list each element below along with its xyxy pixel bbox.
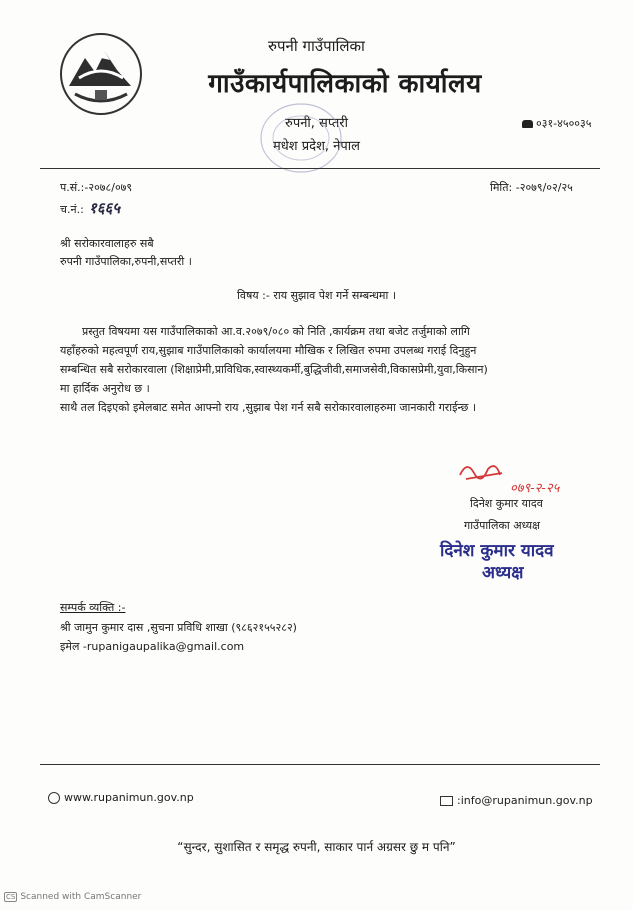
- address-line-1: रुपनी, सप्तरी: [285, 116, 348, 131]
- globe-icon: [48, 792, 60, 804]
- footer-divider: [40, 764, 600, 765]
- camscanner-logo: CS: [6, 893, 16, 901]
- contact-person: श्री जामुन कुमार दास ,सुचना प्रविधि शाखा (९८६२१५५२८२): [60, 621, 297, 634]
- body-paragraph: [60, 322, 585, 417]
- scanner-watermark: [4, 892, 141, 902]
- email-prefix: :: [457, 794, 461, 807]
- subject-line: विषय :- राय सुझाव पेश गर्ने सम्बन्धमा ।: [236, 289, 397, 302]
- website-text: www.rupanimun.gov.np: [64, 791, 194, 804]
- office-title: गाउँकार्यपालिकाको कार्यालय: [208, 69, 482, 99]
- signature-date: ०७९-२-२५: [510, 481, 560, 496]
- dispatch-value: १६६५: [88, 199, 121, 217]
- body-line-2: यहाँहरुको महत्वपूर्ण राय,सुझाब गाउँपालिकाको कार्यालयमा मौखिक र लिखित रुपमा उपलब्ध गराई दिनुहुन: [60, 344, 477, 357]
- recipient-line-2: रुपनी गाउँपालिका,रुपनी,सप्तरी ।: [60, 255, 192, 268]
- phone-number: ०३१-४५००३५: [536, 117, 592, 130]
- body-line-4: मा हार्दिक अनुरोध छ ।: [60, 382, 150, 395]
- stamp-name: दिनेश कुमार यादव: [440, 541, 554, 561]
- email-text: info@rupanimun.gov.np: [460, 794, 593, 807]
- footer-slogan: “सुन्दर, सुशासित र समृद्ध रुपनी, साकार पार्न अग्रसर छु म पनि”: [177, 840, 456, 854]
- scanner-label: Scanned with CamScanner: [20, 892, 142, 902]
- header-divider: [40, 168, 600, 169]
- contact-heading: सम्पर्क व्यक्ति :-: [60, 601, 126, 614]
- reference-number: प.सं.:-२०७८/०७९: [60, 181, 133, 194]
- body-line-1: प्रस्तुत विषयमा यस गाउँपालिकाको आ.व.२०७९/०८० को निति ,कार्यक्रम तथा बजेट तर्जुमाको लागि: [82, 325, 470, 338]
- stamp-title: अध्यक्ष: [482, 563, 524, 583]
- body-line-5: साथै तल दिइएको इमेलबाट समेत आफ्नो राय ,सुझाब पेश गर्न सबै सरोकारवालाहरुमा जानकारी गराईन्छ ।: [60, 401, 477, 414]
- recipient-line-1: श्री सरोकारवालाहरु सबै: [60, 237, 154, 250]
- dispatch-number: [60, 198, 120, 218]
- mail-icon: [440, 796, 453, 806]
- municipality-name: रुपनी गाउँपालिका: [268, 37, 365, 55]
- office-stamp: [256, 98, 346, 178]
- contact-email: इमेल -rupanigaupalika@gmail.com: [60, 640, 245, 653]
- dispatch-label: च.नं.:: [60, 203, 84, 216]
- signatory-name: दिनेश कुमार यादव: [470, 497, 543, 510]
- body-line-3: सम्बन्धित सबै सरोकारवाला (शिक्षाप्रेमी,प्राविधिक,स्वास्थ्यकर्मी,बुद्धिजीवी,समाजसेवी,विकासप्रेमी,युवा,किसान): [60, 363, 488, 376]
- phone-contact: [522, 116, 591, 131]
- address-line-2: मधेश प्रदेश, नेपाल: [273, 139, 360, 154]
- phone-icon: [522, 120, 533, 128]
- letter-date: मिति: -२०७९/०२/२५: [490, 181, 573, 194]
- signatory-title: गाउँपालिका अध्यक्ष: [464, 519, 541, 532]
- footer-email: [440, 794, 593, 807]
- footer-website: [48, 791, 194, 804]
